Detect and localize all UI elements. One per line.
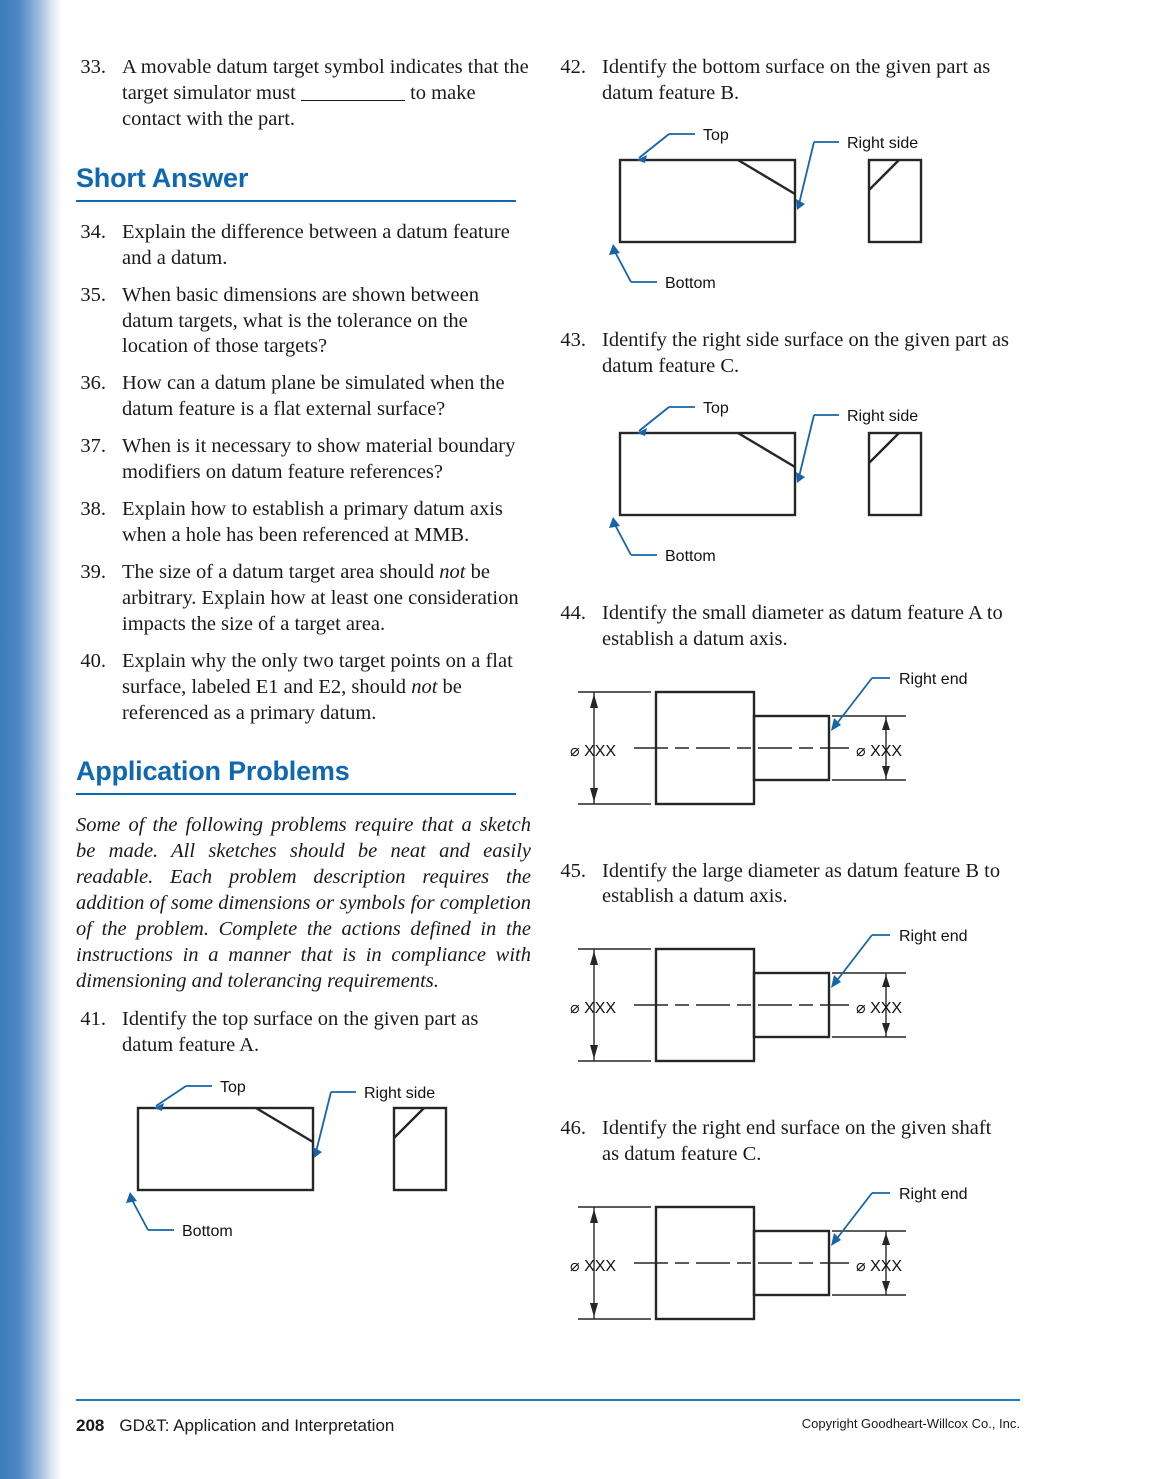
leader-right-side — [313, 1092, 356, 1158]
front-view-outline — [620, 160, 795, 242]
question-text: How can a datum plane be simulated when the datum feature is a flat external surface? — [122, 372, 505, 421]
chamfer-edge-line — [256, 1108, 313, 1142]
section-rule-application-problems — [76, 793, 516, 795]
question-text: Identify the large diameter as datum feature B to establish a datum axis. — [602, 859, 1001, 908]
side-view-outline — [869, 433, 921, 515]
question-item-38 — [76, 497, 531, 549]
question-text: When is it necessary to show material boundary modifiers on datum feature references? — [122, 435, 516, 484]
arrowhead-up-right — [882, 1233, 890, 1245]
question-number: 43. — [560, 328, 586, 351]
question-number: 38. — [80, 498, 106, 521]
leader-bottom — [126, 1192, 174, 1230]
leader-right-side — [796, 415, 839, 483]
label-right-end: Right end — [899, 928, 968, 946]
question-text: Identify the small diameter as datum feature A to establish a datum axis. — [602, 601, 1003, 650]
leader-top — [637, 134, 695, 163]
label-top: Top — [220, 1078, 246, 1096]
side-view-chamfer-line — [394, 1108, 424, 1138]
label-right-end: Right end — [899, 670, 968, 688]
label-diameter-right: ⌀ XXX — [856, 1000, 903, 1018]
question-number: 40. — [80, 649, 106, 672]
question-number: 46. — [560, 1117, 586, 1140]
question-text-emphasis: not — [439, 560, 466, 583]
leader-bottom — [609, 244, 657, 282]
side-view-chamfer-line — [869, 160, 899, 190]
label-diameter-left: ⌀ XXX — [570, 1258, 617, 1276]
question-text: Identify the right side surface on the given part as datum feature C. — [602, 328, 1010, 377]
question-number: 37. — [80, 435, 106, 458]
question-text: Explain the difference between a datum feature and a datum. — [122, 220, 510, 269]
leader-bottom — [609, 517, 657, 555]
front-view-outline — [138, 1108, 313, 1190]
question-item-39 — [76, 560, 531, 638]
label-diameter-left: ⌀ XXX — [570, 742, 617, 760]
question-item-33 — [76, 55, 531, 133]
section-rule-short-answer — [76, 200, 516, 202]
leader-right-end — [831, 678, 890, 731]
question-number: 41. — [80, 1007, 106, 1030]
question-number: 35. — [80, 283, 106, 306]
label-diameter-right: ⌀ XXX — [856, 1258, 903, 1276]
question-text-after-blank: to make contact with the part. — [122, 81, 476, 130]
question-text: Explain how to establish a primary datum axis when a hole has been referenced at MMB. — [122, 498, 503, 546]
question-number: 44. — [560, 601, 586, 624]
question-text: Identify the top surface on the given part as datum feature A. — [122, 1007, 479, 1056]
question-item-35 — [76, 283, 531, 361]
label-bottom: Bottom — [665, 274, 716, 292]
arrowhead-up-right — [882, 975, 890, 987]
page-footer — [76, 1416, 1020, 1436]
question-text: Identify the right end surface on the given shaft as datum feature C. — [602, 1117, 992, 1166]
right-column — [556, 55, 1011, 1374]
side-view-outline — [394, 1108, 446, 1190]
label-top: Top — [703, 126, 729, 144]
question-item-37 — [76, 434, 531, 486]
label-right-side: Right side — [847, 134, 919, 152]
question-item-45 — [556, 859, 1011, 911]
label-bottom: Bottom — [182, 1222, 233, 1240]
arrowhead-up-right — [882, 718, 890, 730]
question-number: 39. — [80, 560, 106, 583]
question-item-44 — [556, 601, 1011, 653]
question-text-before-blank: A movable datum target symbol indicates that the target simulator must — [122, 56, 529, 104]
chamfer-edge-line — [738, 433, 795, 467]
question-item-41 — [76, 1007, 531, 1059]
footer-copyright: Copyright Goodheart-Willcox Co., Inc. — [801, 1416, 1020, 1431]
label-bottom: Bottom — [665, 547, 716, 565]
label-right-side: Right side — [847, 407, 919, 425]
side-view-chamfer-line — [869, 433, 899, 463]
question-item-40 — [76, 649, 531, 727]
figure-shaft-part-44 — [556, 664, 1011, 839]
arrowhead-down-right — [882, 766, 890, 778]
footer-book-title: GD&T: Application and Interpretation — [119, 1416, 395, 1435]
figure-shaft-part-45 — [556, 921, 1011, 1096]
leader-right-end — [831, 1193, 890, 1246]
question-item-36 — [76, 371, 531, 423]
question-number: 34. — [80, 220, 106, 243]
figure-block-part-41 — [76, 1070, 531, 1255]
label-right-end: Right end — [899, 1186, 968, 1204]
question-item-43 — [556, 328, 1011, 380]
arrowhead-down-right — [882, 1023, 890, 1035]
question-item-42 — [556, 55, 1011, 107]
footer-page-number: 208 — [76, 1416, 105, 1435]
question-number: 33. — [80, 56, 106, 78]
question-text-part1: The size of a datum target area should — [122, 560, 440, 583]
question-text-part2: be referenced as a primary datum. — [122, 675, 462, 724]
arrowhead-down-left — [590, 1045, 598, 1059]
left-column — [76, 55, 531, 1275]
arrowhead-down-left — [590, 1303, 598, 1317]
label-right-side: Right side — [364, 1084, 436, 1102]
figure-block-part-42 — [556, 118, 1011, 308]
arrowhead-up-left — [590, 1209, 598, 1223]
side-view-outline — [869, 160, 921, 242]
leader-top — [637, 407, 695, 436]
question-text — [122, 560, 531, 638]
application-problems-intro: Some of the following problems require that a sketch be made. All sketches should be neat and easily readable. Each problem description requires the addition of some dimensions or symbols for completion of the problem. Complete the actions defined in the instructions in a manner that is in compliance with dimensioning and tolerancing requirements. — [76, 814, 531, 992]
question-item-34 — [76, 220, 531, 272]
front-view-outline — [620, 433, 795, 515]
section-heading-short-answer: Short Answer — [76, 162, 249, 193]
question-text: When basic dimensions are shown between datum targets, what is the tolerance on the location of those targets? — [122, 283, 479, 358]
arrowhead-up-left — [590, 951, 598, 965]
question-number: 42. — [560, 56, 586, 78]
question-text-part1: Explain why the only two target points on a flat surface, labeled E1 and E2, should — [122, 649, 513, 698]
question-text-part2: be arbitrary. Explain how at least one consideration impacts the size of a target area. — [122, 560, 519, 635]
question-item-46 — [556, 1116, 1011, 1168]
question-text — [122, 55, 531, 133]
arrowhead-down-left — [590, 788, 598, 802]
chamfer-edge-line — [738, 160, 795, 194]
label-diameter-left: ⌀ XXX — [570, 1000, 617, 1018]
arrowhead-up-left — [590, 694, 598, 708]
question-text: Identify the bottom surface on the given part as datum feature B. — [602, 56, 991, 104]
question-number: 45. — [560, 859, 586, 882]
figure-shaft-part-46 — [556, 1179, 1011, 1354]
section-heading-application-problems: Application Problems — [76, 756, 350, 787]
question-text — [122, 649, 531, 727]
question-text-emphasis: not — [411, 675, 438, 698]
label-diameter-right: ⌀ XXX — [856, 742, 903, 760]
figure-block-part-43 — [556, 391, 1011, 581]
footer-rule — [76, 1399, 1020, 1401]
fill-in-blank — [301, 100, 405, 101]
leader-right-side — [796, 142, 839, 210]
arrowhead-down-right — [882, 1281, 890, 1293]
question-number: 36. — [80, 372, 106, 395]
leader-right-end — [831, 935, 890, 988]
label-top: Top — [703, 399, 729, 417]
